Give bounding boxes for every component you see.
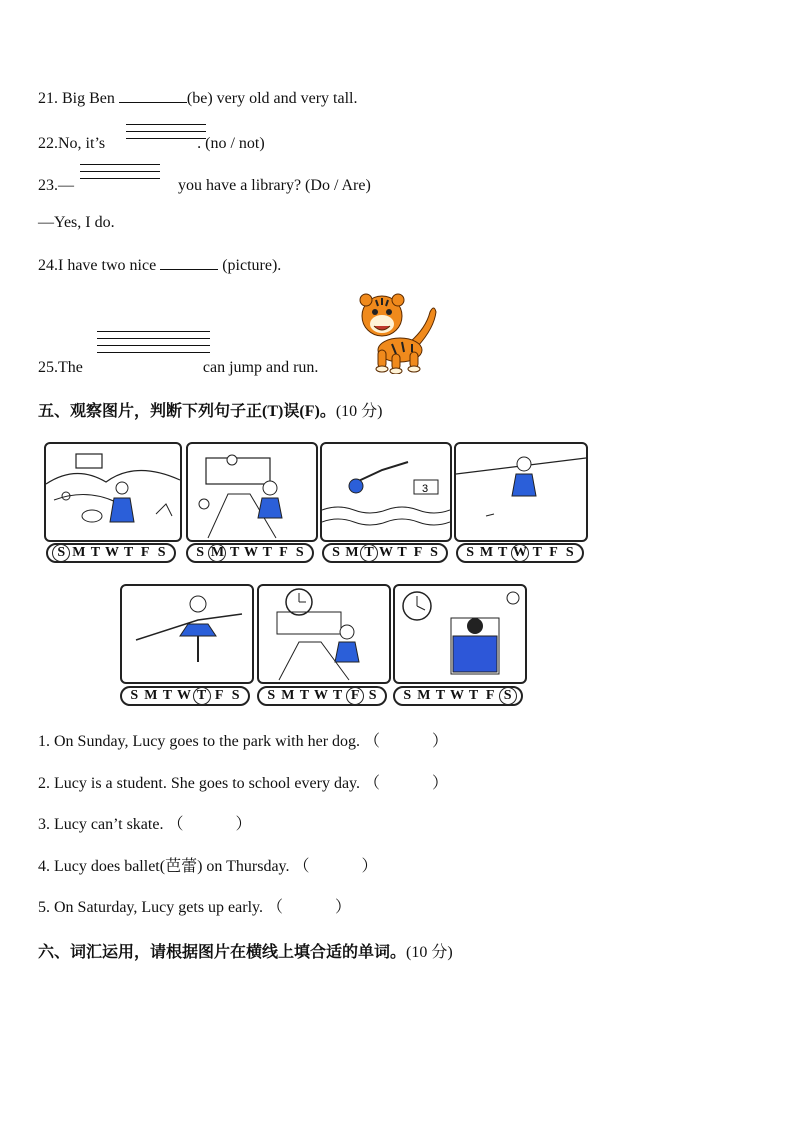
circled-day-letter: M <box>208 544 226 562</box>
day-letter: S <box>130 688 139 703</box>
day-letter: M <box>72 545 86 560</box>
day-letter: T <box>332 688 343 703</box>
panel-ballet <box>120 584 254 684</box>
day-letter: T <box>468 688 479 703</box>
day-letter: M <box>281 688 295 703</box>
panel-swimming <box>320 442 452 542</box>
day-letter: T <box>90 545 101 560</box>
day-letter: T <box>230 545 240 560</box>
day-letter: S <box>466 545 475 560</box>
answer-lines-22[interactable] <box>126 124 206 145</box>
day-letter: S <box>368 688 377 703</box>
circled-day-letter: T <box>193 687 211 705</box>
answer-paren-5[interactable]: （ ） <box>266 899 352 916</box>
panel-skating <box>454 442 588 542</box>
panel-sleeping <box>393 584 527 684</box>
day-letter: S <box>332 545 340 560</box>
day-letter: M <box>345 545 359 560</box>
day-letter: M <box>417 688 431 703</box>
tf-question-1: 1. On Sunday, Lucy goes to the park with her dog. （ ） <box>38 733 449 750</box>
question-25: 25.The can jump and run. <box>38 359 319 376</box>
swimming-scene <box>322 444 450 540</box>
answer-paren-2[interactable]: （ ） <box>364 775 449 792</box>
days-strip-5 <box>120 686 250 706</box>
answer-paren-1[interactable]: （ ） <box>364 733 449 750</box>
day-letter: W <box>176 688 191 703</box>
question-21: 21. Big Ben (be) very old and very tall. <box>38 90 358 107</box>
circled-day-letter: S <box>499 687 517 705</box>
days-strip-4 <box>456 543 584 563</box>
circled-day-letter: F <box>346 687 364 705</box>
day-letter: T <box>262 545 272 560</box>
circled-day-letter: W <box>512 545 527 560</box>
day-letter: S <box>295 545 304 560</box>
day-letter: F <box>413 545 423 560</box>
svg-text:3: 3 <box>422 483 429 495</box>
days-strip-6 <box>257 686 387 706</box>
ballet-scene <box>122 586 252 682</box>
tf-question-5: 5. On Saturday, Lucy gets up early. （ ） <box>38 899 352 916</box>
day-letter: T <box>162 688 173 703</box>
day-letter: S <box>565 545 574 560</box>
day-letter: M <box>144 688 158 703</box>
day-letter: W <box>379 545 393 560</box>
question-24: 24.I have two nice (picture). <box>38 257 282 274</box>
panel-park <box>44 442 182 542</box>
circled-day-letter: S <box>52 544 70 562</box>
day-letter: W <box>104 545 119 560</box>
day-letter: T <box>532 545 542 560</box>
day-letter: T <box>123 545 134 560</box>
answer-lines-25[interactable] <box>97 331 210 359</box>
school-clock-scene <box>259 586 389 682</box>
day-letter: S <box>196 545 205 560</box>
answer-paren-3[interactable]: （ ） <box>167 816 252 833</box>
tf-question-2: 2. Lucy is a student. She goes to school every day. （ ） <box>38 775 449 792</box>
day-letter: T <box>435 688 446 703</box>
day-letter: W <box>243 545 258 560</box>
days-strip-2 <box>186 543 314 563</box>
section-6-heading: 六、词汇运用，请根据图片在横线上填合适的单词。(10 分) <box>38 942 453 961</box>
answer-blank-24[interactable] <box>160 255 218 270</box>
tiger-picture <box>356 292 440 374</box>
panel-school-1 <box>186 442 318 542</box>
section-5-heading: 五、观察图片，判断下列句子正(T)误(F)。(10 分) <box>38 401 383 420</box>
day-letter: F <box>214 688 224 703</box>
day-letter: W <box>313 688 328 703</box>
day-letter: S <box>430 545 438 560</box>
day-letter: S <box>231 688 240 703</box>
days-strip-7 <box>393 686 523 706</box>
tf-question-4: 4. Lucy does ballet(芭蕾) on Thursday. （ ） <box>38 858 378 875</box>
answer-23: —Yes, I do. <box>38 214 115 231</box>
park-scene <box>46 444 180 540</box>
day-letter: F <box>140 545 150 560</box>
day-letter: W <box>449 688 464 703</box>
question-23: 23.— you have a library? (Do / Are) <box>38 177 371 194</box>
days-strip-1 <box>46 543 176 563</box>
day-letter: F <box>549 545 558 560</box>
day-letter: S <box>403 688 412 703</box>
answer-lines-23[interactable] <box>80 164 160 185</box>
day-letter: S <box>267 688 276 703</box>
question-22: 22.No, it’s . (no / not) <box>38 135 265 152</box>
day-letter: T <box>299 688 310 703</box>
day-letter: T <box>397 545 407 560</box>
day-letter: M <box>479 545 494 560</box>
skating-scene <box>456 444 586 540</box>
sleeping-scene <box>395 586 525 682</box>
day-letter: F <box>279 545 288 560</box>
day-letter: F <box>485 688 495 703</box>
tf-question-3: 3. Lucy can’t skate. （ ） <box>38 816 252 833</box>
circled-day-letter: T <box>360 544 378 562</box>
days-strip-3 <box>322 543 448 563</box>
day-letter: T <box>498 545 508 560</box>
day-letter: S <box>157 545 166 560</box>
answer-paren-4[interactable]: （ ） <box>293 858 378 875</box>
answer-blank-21[interactable] <box>119 88 187 103</box>
panel-school-2 <box>257 584 391 684</box>
school-scene <box>188 444 316 540</box>
